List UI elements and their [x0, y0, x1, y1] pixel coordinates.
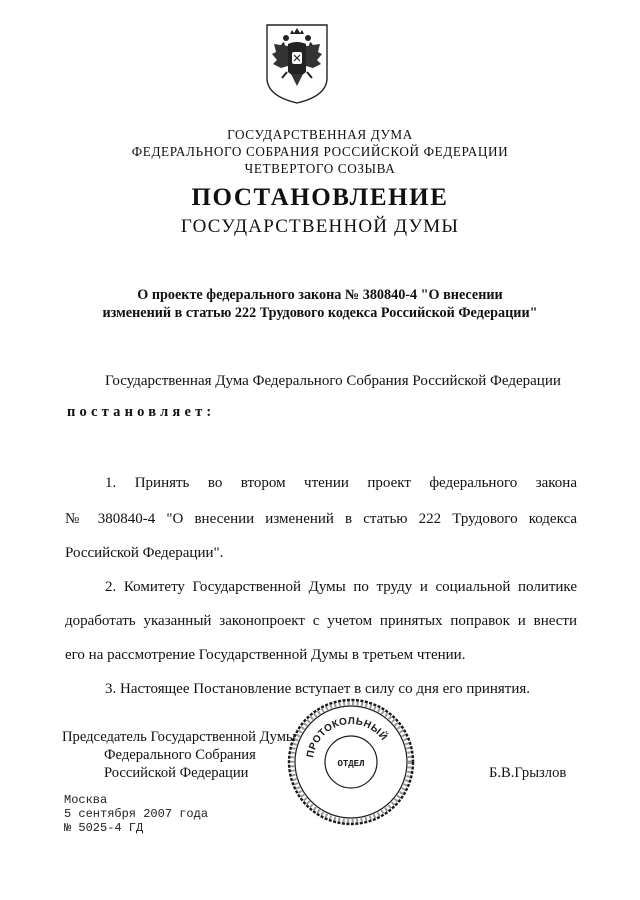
item-2-line-3: его на рассмотрение Государственной Думы в третьем чтении. — [65, 647, 466, 663]
item-2-line-1: 2. Комитету Государственной Думы по труду и социальной политике — [105, 579, 577, 595]
footer-city: Москва — [64, 793, 108, 807]
item-2-line-2: доработать указанный законопроект с учетом принятых поправок и внести — [65, 613, 577, 629]
issuer-line-3: ЧЕТВЕРТОГО СОЗЫВА — [244, 161, 396, 176]
svg-text:ПРОТОКОЛЬНЫЙ — [305, 716, 391, 759]
footer-date: 5 сентября 2007 года — [64, 807, 209, 821]
subject-line-1: О проекте федерального закона № 380840-4 "О внесении — [137, 287, 503, 303]
document-title: ПОСТАНОВЛЕНИЕ — [191, 184, 449, 211]
footer-number: № 5025-4 ГД — [64, 821, 144, 835]
document-subtitle: ГОСУДАРСТВЕННОЙ ДУМЫ — [180, 216, 460, 237]
signatory-position-line-1: Председатель Государственной Думы — [62, 729, 296, 745]
item-3-text: 3. Настоящее Постановление вступает в силу со дня его принятия. — [105, 681, 531, 697]
coat-of-arms-icon — [264, 22, 330, 106]
subject-line-2: изменений в статью 222 Трудового кодекса Российской Федерации" — [102, 305, 538, 321]
item-1-line-1: 1. Принять во втором чтении проект федерального закона — [105, 475, 577, 491]
signatory-name: Б.В.Грызлов — [489, 765, 567, 781]
issuer-line-2: ФЕДЕРАЛЬНОГО СОБРАНИЯ РОССИЙСКОЙ ФЕДЕРАЦИИ — [131, 144, 509, 159]
protocol-department-stamp — [285, 696, 417, 828]
resolves-word: постановляет: — [67, 404, 216, 420]
signatory-position-line-3: Российской Федерации — [104, 765, 249, 781]
intro-text: Государственная Дума Федерального Собрания Российской Федерации — [105, 373, 561, 389]
stamp-center-text: ОТДЕЛ — [337, 759, 365, 769]
stamp-arc-text: ПРОТОКОЛЬНЫЙ — [305, 715, 390, 759]
item-1-line-2: № 380840-4 "О внесении изменений в статью 222 Трудового кодекса — [65, 511, 577, 527]
issuer-line-1: ГОСУДАРСТВЕННАЯ ДУМА — [227, 127, 413, 142]
item-1-line-3: Российской Федерации". — [65, 545, 224, 561]
signatory-position-line-2: Федерального Собрания — [104, 747, 256, 763]
